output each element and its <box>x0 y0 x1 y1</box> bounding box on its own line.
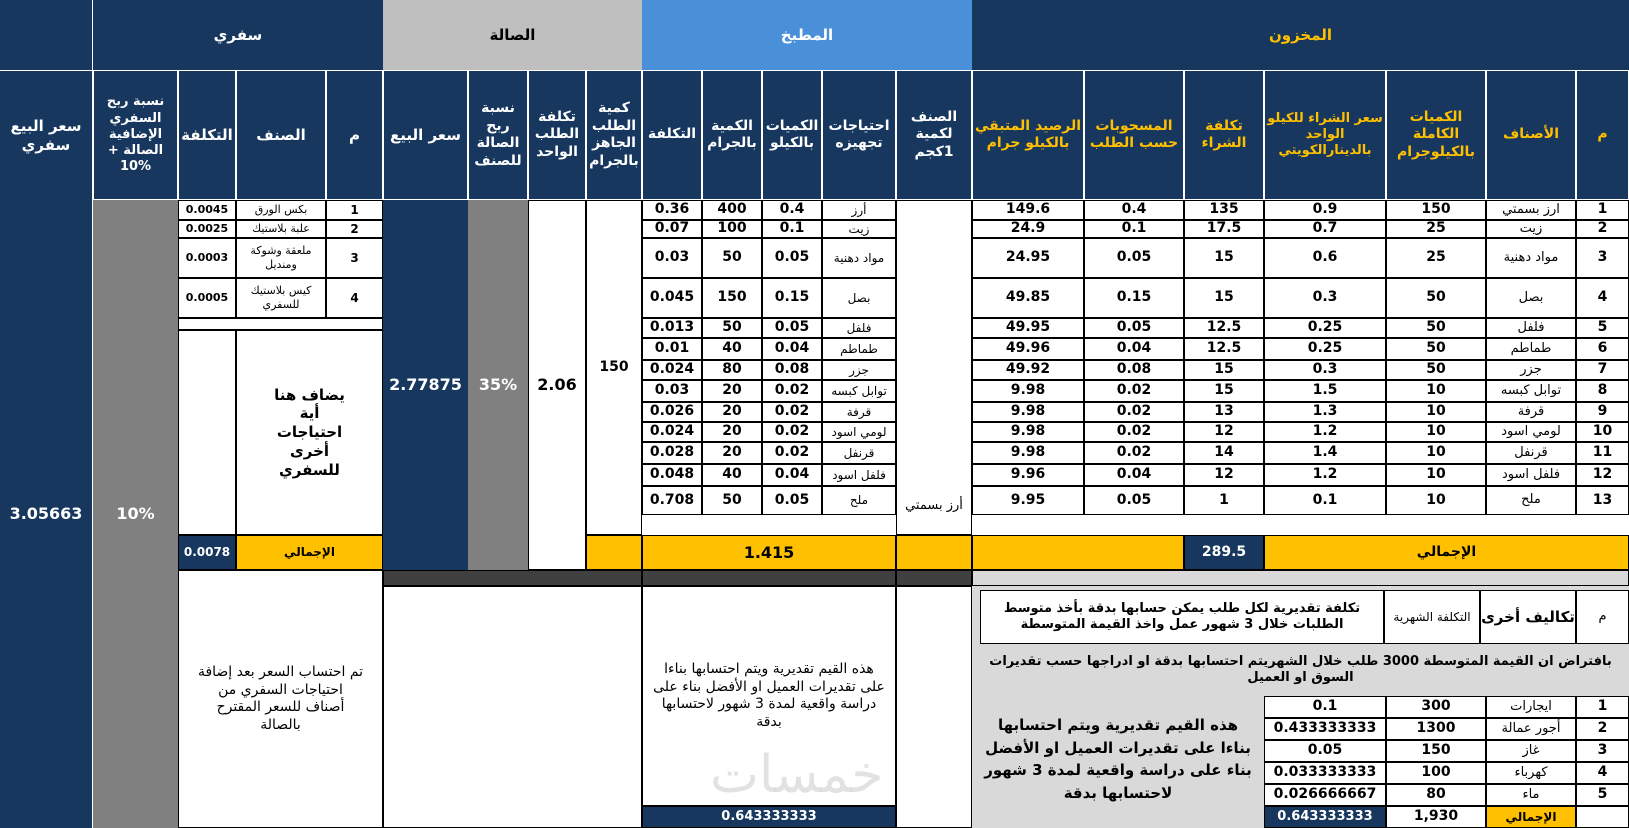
kitchen-total-right <box>896 535 972 570</box>
store-row-no: 12 <box>1576 464 1629 486</box>
store-row-qty: 10 <box>1386 402 1486 422</box>
store-row-purchase-cost: 12 <box>1184 464 1264 486</box>
store-row-no: 10 <box>1576 422 1629 442</box>
header-kitchen-grams: الكمية بالجرام <box>702 70 762 200</box>
store-row-withdrawn: 0.05 <box>1084 486 1184 515</box>
kitchen-row-prep: مواد دهنية <box>822 238 896 278</box>
store-row-purchase-cost: 12.5 <box>1184 338 1264 360</box>
store-row-purchase-cost: 15 <box>1184 380 1264 402</box>
header-store-withdrawn: المسحوبات حسب الطلب <box>1084 70 1184 200</box>
store-row-unit-price: 0.3 <box>1264 278 1386 318</box>
store-row-no: 8 <box>1576 380 1629 402</box>
store-row-item: طماطم <box>1486 338 1576 360</box>
hall-lower-empty <box>383 586 642 828</box>
store-row-withdrawn: 0.04 <box>1084 464 1184 486</box>
other-row-monthly: 300 <box>1386 696 1486 718</box>
safari-row-no: 3 <box>326 238 383 278</box>
store-row-purchase-cost: 135 <box>1184 200 1264 220</box>
kitchen-row-kilo: 0.02 <box>762 380 822 402</box>
header-kitchen-kilo: الكميات بالكيلو <box>762 70 822 200</box>
store-row-item: فلفل اسود <box>1486 464 1576 486</box>
store-row-qty: 50 <box>1386 318 1486 338</box>
safari-profit-value: 10% <box>93 200 178 828</box>
header-store-qty: الكميات الكاملة بالكيلوجرام <box>1386 70 1486 200</box>
kitchen-row-grams: 20 <box>702 380 762 402</box>
store-row-no: 3 <box>1576 238 1629 278</box>
store-row-withdrawn: 0.04 <box>1084 338 1184 360</box>
kitchen-row-prep: ملح <box>822 486 896 515</box>
store-row-balance: 49.95 <box>972 318 1084 338</box>
kitchen-note: هذه القيم تقديرية ويتم احتسابها بناءا على تقديرات العميل او الأفضل بناء على دراسة واقعية لمدة 3 شهور لاحتسابها بدقة <box>642 586 896 806</box>
store-row-purchase-cost: 12.5 <box>1184 318 1264 338</box>
store-row-qty: 50 <box>1386 278 1486 318</box>
separator-kitchen-item <box>896 570 972 586</box>
corner-cell <box>0 0 93 70</box>
store-total-value: 289.5 <box>1184 535 1264 570</box>
kitchen-row-grams: 40 <box>702 338 762 360</box>
header-store-balance: الرصيد المتبقي بالكيلو جرام <box>972 70 1084 200</box>
safari-price-value: 3.05663 <box>0 200 93 828</box>
safari-row-item: ملعقة وشوكة ومنديل <box>236 238 326 278</box>
safari-row-spacer <box>178 318 383 330</box>
kitchen-row-prep: زيت <box>822 220 896 238</box>
store-row-item: قرفة <box>1486 402 1576 422</box>
safari-footer-note: تم احتساب السعر بعد إضافة احتياجات السفري من أصناف للسعر المقترح بالصالة <box>178 570 383 828</box>
store-row-withdrawn: 0.08 <box>1084 360 1184 380</box>
store-row-qty: 150 <box>1386 200 1486 220</box>
store-row-qty: 50 <box>1386 360 1486 380</box>
store-row-unit-price: 0.25 <box>1264 318 1386 338</box>
store-row-withdrawn: 0.05 <box>1084 318 1184 338</box>
kitchen-row-prep: جزر <box>822 360 896 380</box>
safari-row-cost: 0.0005 <box>178 278 236 318</box>
store-row-qty: 25 <box>1386 238 1486 278</box>
kitchen-row-grams: 20 <box>702 402 762 422</box>
header-hall-qty: كمية الطلب الجاهز بالجرام <box>586 70 642 200</box>
store-row-withdrawn: 0.4 <box>1084 200 1184 220</box>
header-store-unit-price: سعر الشراء للكيلو الواحد بالدينارالكويتي <box>1264 70 1386 200</box>
store-row-no: 1 <box>1576 200 1629 220</box>
kitchen-row-cost: 0.045 <box>642 278 702 318</box>
store-row-purchase-cost: 1 <box>1184 486 1264 515</box>
kitchen-row-prep: فلفل <box>822 318 896 338</box>
safari-row-no: 2 <box>326 220 383 238</box>
header-kitchen-prep: احتياجات تجهيزه <box>822 70 896 200</box>
other-row-per-order: 0.1 <box>1264 696 1386 718</box>
store-row-qty: 10 <box>1386 442 1486 464</box>
kitchen-row-prep: قرنفل <box>822 442 896 464</box>
other-row-per-order: 0.05 <box>1264 740 1386 762</box>
section-safari: سفري <box>93 0 383 70</box>
store-row-item: ملح <box>1486 486 1576 515</box>
store-row-balance: 149.6 <box>972 200 1084 220</box>
store-row-unit-price: 0.7 <box>1264 220 1386 238</box>
kitchen-row-grams: 50 <box>702 238 762 278</box>
hall-qty-value: 150 <box>586 200 642 535</box>
store-row-no: 7 <box>1576 360 1629 380</box>
watermark-logo: خمسات <box>710 745 884 805</box>
other-row-item: ايجارات <box>1486 696 1576 718</box>
store-row-unit-price: 0.6 <box>1264 238 1386 278</box>
other-row-item: غاز <box>1486 740 1576 762</box>
kitchen-row-kilo: 0.05 <box>762 318 822 338</box>
other-row-monthly: 150 <box>1386 740 1486 762</box>
kitchen-row-prep: فلفل اسود <box>822 464 896 486</box>
store-row-no: 5 <box>1576 318 1629 338</box>
other-row-per-order: 0.433333333 <box>1264 718 1386 740</box>
kitchen-row-kilo: 0.02 <box>762 402 822 422</box>
store-row-balance: 49.96 <box>972 338 1084 360</box>
hall-price-value: 2.77875 <box>383 200 468 570</box>
kitchen-row-kilo: 0.05 <box>762 486 822 515</box>
kitchen-total-left <box>586 535 642 570</box>
other-row-monthly: 80 <box>1386 784 1486 806</box>
header-store-items: الأصناف <box>1486 70 1576 200</box>
other-costs-total-monthly: 1,930 <box>1386 806 1486 828</box>
store-row-item: ارز بسمتي <box>1486 200 1576 220</box>
kitchen-row-cost: 0.024 <box>642 360 702 380</box>
store-row-item: زيت <box>1486 220 1576 238</box>
store-row-item: قرنفل <box>1486 442 1576 464</box>
kitchen-row-cost: 0.03 <box>642 380 702 402</box>
kitchen-row-grams: 100 <box>702 220 762 238</box>
kitchen-row-grams: 50 <box>702 318 762 338</box>
kitchen-row-cost: 0.01 <box>642 338 702 360</box>
other-row-no: 1 <box>1576 696 1629 718</box>
kitchen-row-kilo: 0.04 <box>762 338 822 360</box>
separator-kitchen <box>642 570 896 586</box>
safari-total-value: 0.0078 <box>178 535 236 570</box>
kitchen-row-cost: 0.013 <box>642 318 702 338</box>
kitchen-row-grams: 20 <box>702 442 762 464</box>
kitchen-row-cost: 0.708 <box>642 486 702 515</box>
store-row-balance: 24.9 <box>972 220 1084 238</box>
store-row-balance: 9.95 <box>972 486 1084 515</box>
store-row-no: 13 <box>1576 486 1629 515</box>
other-row-no: 4 <box>1576 762 1629 784</box>
kitchen-total-value: 1.415 <box>642 535 896 570</box>
store-row-balance: 9.98 <box>972 402 1084 422</box>
other-costs-title: تكاليف أخرى <box>1480 590 1576 644</box>
store-row-qty: 10 <box>1386 380 1486 402</box>
store-row-withdrawn: 0.02 <box>1084 422 1184 442</box>
other-row-item: كهرباء <box>1486 762 1576 784</box>
store-row-unit-price: 0.9 <box>1264 200 1386 220</box>
header-store-no: م <box>1576 70 1629 200</box>
kitchen-row-cost: 0.03 <box>642 238 702 278</box>
safari-cost-empty <box>178 330 236 535</box>
store-row-balance: 9.98 <box>972 422 1084 442</box>
store-row-withdrawn: 0.15 <box>1084 278 1184 318</box>
other-row-item: أجور عمالة <box>1486 718 1576 740</box>
safari-row-item: بكس الورق <box>236 200 326 220</box>
other-row-monthly: 1300 <box>1386 718 1486 740</box>
store-total-label: الإجمالي <box>1264 535 1629 570</box>
store-row-item: لومي اسود <box>1486 422 1576 442</box>
kitchen-row-prep: لومي اسود <box>822 422 896 442</box>
store-row-unit-price: 1.5 <box>1264 380 1386 402</box>
safari-row-item: كيس بلاستيك للسفري <box>236 278 326 318</box>
kitchen-row-kilo: 0.02 <box>762 442 822 464</box>
hall-order-cost-value: 2.06 <box>528 200 586 570</box>
store-row-purchase-cost: 17.5 <box>1184 220 1264 238</box>
store-row-no: 6 <box>1576 338 1629 360</box>
other-row-item: ماء <box>1486 784 1576 806</box>
header-hall-order-cost: تكلفة الطلب الواحد <box>528 70 586 200</box>
store-row-no: 11 <box>1576 442 1629 464</box>
store-row-withdrawn: 0.02 <box>1084 402 1184 422</box>
store-row-qty: 10 <box>1386 486 1486 515</box>
header-safari-no: م <box>326 70 383 200</box>
kitchen-row-cost: 0.028 <box>642 442 702 464</box>
store-row-withdrawn: 0.02 <box>1084 380 1184 402</box>
kitchen-row-cost: 0.048 <box>642 464 702 486</box>
header-safari-cost: التكلفة <box>178 70 236 200</box>
safari-row-no: 4 <box>326 278 383 318</box>
kitchen-row-cost: 0.026 <box>642 402 702 422</box>
store-row-item: بصل <box>1486 278 1576 318</box>
store-row-item: توابل كبسه <box>1486 380 1576 402</box>
store-row-qty: 50 <box>1386 338 1486 360</box>
header-safari-item: الصنف <box>236 70 326 200</box>
kitchen-row-cost: 0.024 <box>642 422 702 442</box>
safari-row-cost: 0.0003 <box>178 238 236 278</box>
safari-row-cost: 0.0045 <box>178 200 236 220</box>
store-row-qty: 10 <box>1386 422 1486 442</box>
other-costs-desc: تكلفة تقديرية لكل طلب يمكن حسابها بدقة بأخذ متوسط الطلبات خلال 3 شهور عمل واخذ القيمة المتوسطة <box>980 590 1384 644</box>
kitchen-row-kilo: 0.1 <box>762 220 822 238</box>
store-row-unit-price: 1.2 <box>1264 464 1386 486</box>
safari-row-no: 1 <box>326 200 383 220</box>
other-costs-total-no <box>1576 806 1629 828</box>
other-row-no: 2 <box>1576 718 1629 740</box>
store-row-balance: 49.92 <box>972 360 1084 380</box>
store-row-no: 4 <box>1576 278 1629 318</box>
kitchen-row-grams: 400 <box>702 200 762 220</box>
header-store-purchase-cost: تكلفة الشراء <box>1184 70 1264 200</box>
store-row-balance: 24.95 <box>972 238 1084 278</box>
store-row-purchase-cost: 13 <box>1184 402 1264 422</box>
header-hall-price: سعر البيع <box>383 70 468 200</box>
store-row-purchase-cost: 12 <box>1184 422 1264 442</box>
store-row-withdrawn: 0.02 <box>1084 442 1184 464</box>
store-row-unit-price: 0.3 <box>1264 360 1386 380</box>
store-row-item: فلفل <box>1486 318 1576 338</box>
store-row-withdrawn: 0.05 <box>1084 238 1184 278</box>
other-row-no: 5 <box>1576 784 1629 806</box>
kitchen-row-kilo: 0.04 <box>762 464 822 486</box>
kitchen-row-grams: 40 <box>702 464 762 486</box>
store-row-unit-price: 0.25 <box>1264 338 1386 360</box>
header-hall-profit: نسبة ربح الصالة للصنف <box>468 70 528 200</box>
kitchen-row-grams: 50 <box>702 486 762 515</box>
store-total-balance <box>972 535 1184 570</box>
section-hall: الصالة <box>383 0 642 70</box>
kitchen-row-cost: 0.07 <box>642 220 702 238</box>
other-costs-total-label: الإجمالي <box>1486 806 1576 828</box>
other-costs-no-label: م <box>1576 590 1629 644</box>
store-row-balance: 9.98 <box>972 442 1084 464</box>
store-row-purchase-cost: 15 <box>1184 360 1264 380</box>
header-safari-price: سعر البيع سفري <box>0 70 93 200</box>
header-kitchen-cost: التكلفة <box>642 70 702 200</box>
kitchen-row-grams: 80 <box>702 360 762 380</box>
kitchen-row-kilo: 0.08 <box>762 360 822 380</box>
safari-note: يضاف هنا أية احتياجات أخرى للسفري <box>236 330 383 535</box>
kitchen-row-grams: 150 <box>702 278 762 318</box>
safari-row-cost: 0.0025 <box>178 220 236 238</box>
kitchen-row-prep: قرفة <box>822 402 896 422</box>
other-costs-total-per-order: 0.643333333 <box>1264 806 1386 828</box>
store-row-purchase-cost: 15 <box>1184 238 1264 278</box>
other-row-per-order: 0.033333333 <box>1264 762 1386 784</box>
kitchen-lower-side <box>896 586 972 828</box>
kitchen-item-value: أرز بسمتي <box>896 200 972 535</box>
store-row-unit-price: 1.3 <box>1264 402 1386 422</box>
other-costs-assumption: بافتراض ان القيمة المتوسطة 3000 طلب خلال الشهريتم احتسابها بدقة او ادراجها حسب تقديرات السوق او العميل <box>972 650 1629 690</box>
kitchen-row-prep: بصل <box>822 278 896 318</box>
store-row-qty: 10 <box>1386 464 1486 486</box>
store-row-item: جزر <box>1486 360 1576 380</box>
safari-row-item: علبة بلاستيك <box>236 220 326 238</box>
kitchen-row-kilo: 0.02 <box>762 422 822 442</box>
kitchen-row-prep: توابل كبسه <box>822 380 896 402</box>
kitchen-row-grams: 20 <box>702 422 762 442</box>
kitchen-row-prep: أرز <box>822 200 896 220</box>
hall-profit-value: 35% <box>468 200 528 570</box>
store-row-item: مواد دهنية <box>1486 238 1576 278</box>
kitchen-row-prep: طماطم <box>822 338 896 360</box>
store-row-qty: 25 <box>1386 220 1486 238</box>
store-row-unit-price: 0.1 <box>1264 486 1386 515</box>
store-row-unit-price: 1.2 <box>1264 422 1386 442</box>
other-costs-monthly-label: التكلفة الشهرية <box>1384 590 1480 644</box>
store-row-unit-price: 1.4 <box>1264 442 1386 464</box>
other-row-per-order: 0.026666667 <box>1264 784 1386 806</box>
store-row-no: 9 <box>1576 402 1629 422</box>
other-row-monthly: 100 <box>1386 762 1486 784</box>
separator-hall <box>383 570 642 586</box>
store-row-balance: 9.96 <box>972 464 1084 486</box>
section-store: المخزون <box>972 0 1629 70</box>
store-row-balance: 9.98 <box>972 380 1084 402</box>
store-row-withdrawn: 0.1 <box>1084 220 1184 238</box>
separator-store <box>972 570 1629 586</box>
header-kitchen-item: الصنف لكمية 1كجم <box>896 70 972 200</box>
store-row-purchase-cost: 15 <box>1184 278 1264 318</box>
header-safari-profit: نسبة ربح السفري الإضافية الصالة + 10% <box>93 70 178 200</box>
kitchen-row-kilo: 0.05 <box>762 238 822 278</box>
section-kitchen: المطبخ <box>642 0 972 70</box>
store-row-balance: 49.85 <box>972 278 1084 318</box>
other-row-no: 3 <box>1576 740 1629 762</box>
kitchen-row-kilo: 0.15 <box>762 278 822 318</box>
kitchen-footer-value: 0.643333333 <box>642 806 896 828</box>
kitchen-row-cost: 0.36 <box>642 200 702 220</box>
other-costs-note: هذه القيم تقديرية ويتم احتسابها بناءا على تقديرات العميل او الأفضل بناء على دراسة واقعية لمدة 3 شهور لاحتسابها بدقة <box>972 690 1264 828</box>
safari-total-label: الإجمالي <box>236 535 383 570</box>
kitchen-row-kilo: 0.4 <box>762 200 822 220</box>
store-row-purchase-cost: 14 <box>1184 442 1264 464</box>
store-row-no: 2 <box>1576 220 1629 238</box>
